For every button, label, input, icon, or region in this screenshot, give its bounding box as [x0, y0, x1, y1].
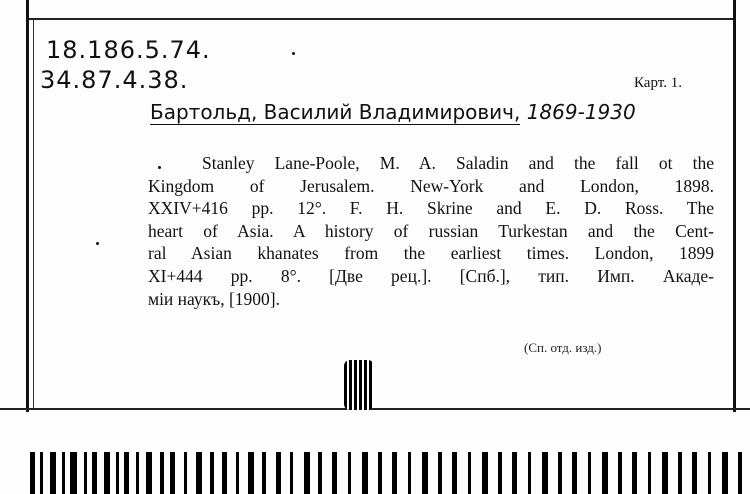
entry-line: ral Asian khanates from the earliest times. London, 1899 — [148, 243, 714, 264]
entry-line: Stanley Lane-Poole, M. A. Saladin and the fall ot the — [202, 153, 714, 173]
card-top-border — [26, 18, 736, 20]
entry-line: міи наукъ, [1900]. — [148, 288, 281, 309]
author-heading — [150, 100, 636, 124]
call-number-1: 18.186.5.74. — [46, 36, 211, 64]
card-punch-hole — [344, 360, 374, 410]
card-bottom-border — [0, 408, 750, 410]
card-inner-left-border — [33, 20, 34, 410]
speck — [158, 166, 161, 169]
entry-line: Kingdom of Jerusalem. New-York and London, 1898. — [148, 175, 714, 196]
film-edge-marks — [0, 452, 750, 494]
entry-line: XXIV+416 pp. 12°. F. H. Skrine and E. D. Ross. The — [148, 198, 714, 219]
card-right-border — [733, 0, 736, 412]
entry-line: heart of Asia. A history of russian Turkestan and the Cent- — [148, 220, 714, 241]
author-name: Бартольд, Василий Владимирович, — [150, 100, 521, 124]
separate-edition-note: (Сп. отд. изд.) — [524, 340, 602, 355]
speck — [96, 242, 99, 245]
author-years: 1869-1930 — [526, 100, 636, 124]
card-left-border — [26, 0, 29, 412]
bibliographic-entry — [148, 152, 714, 310]
card-label: Карт. 1. — [634, 75, 682, 91]
entry-line: XI+444 pp. 8°. [Две рец.]. [Спб.], тип. Имп. Акаде- — [148, 265, 714, 286]
call-number-2: 34.87.4.38. — [40, 66, 189, 94]
speck — [292, 52, 295, 55]
